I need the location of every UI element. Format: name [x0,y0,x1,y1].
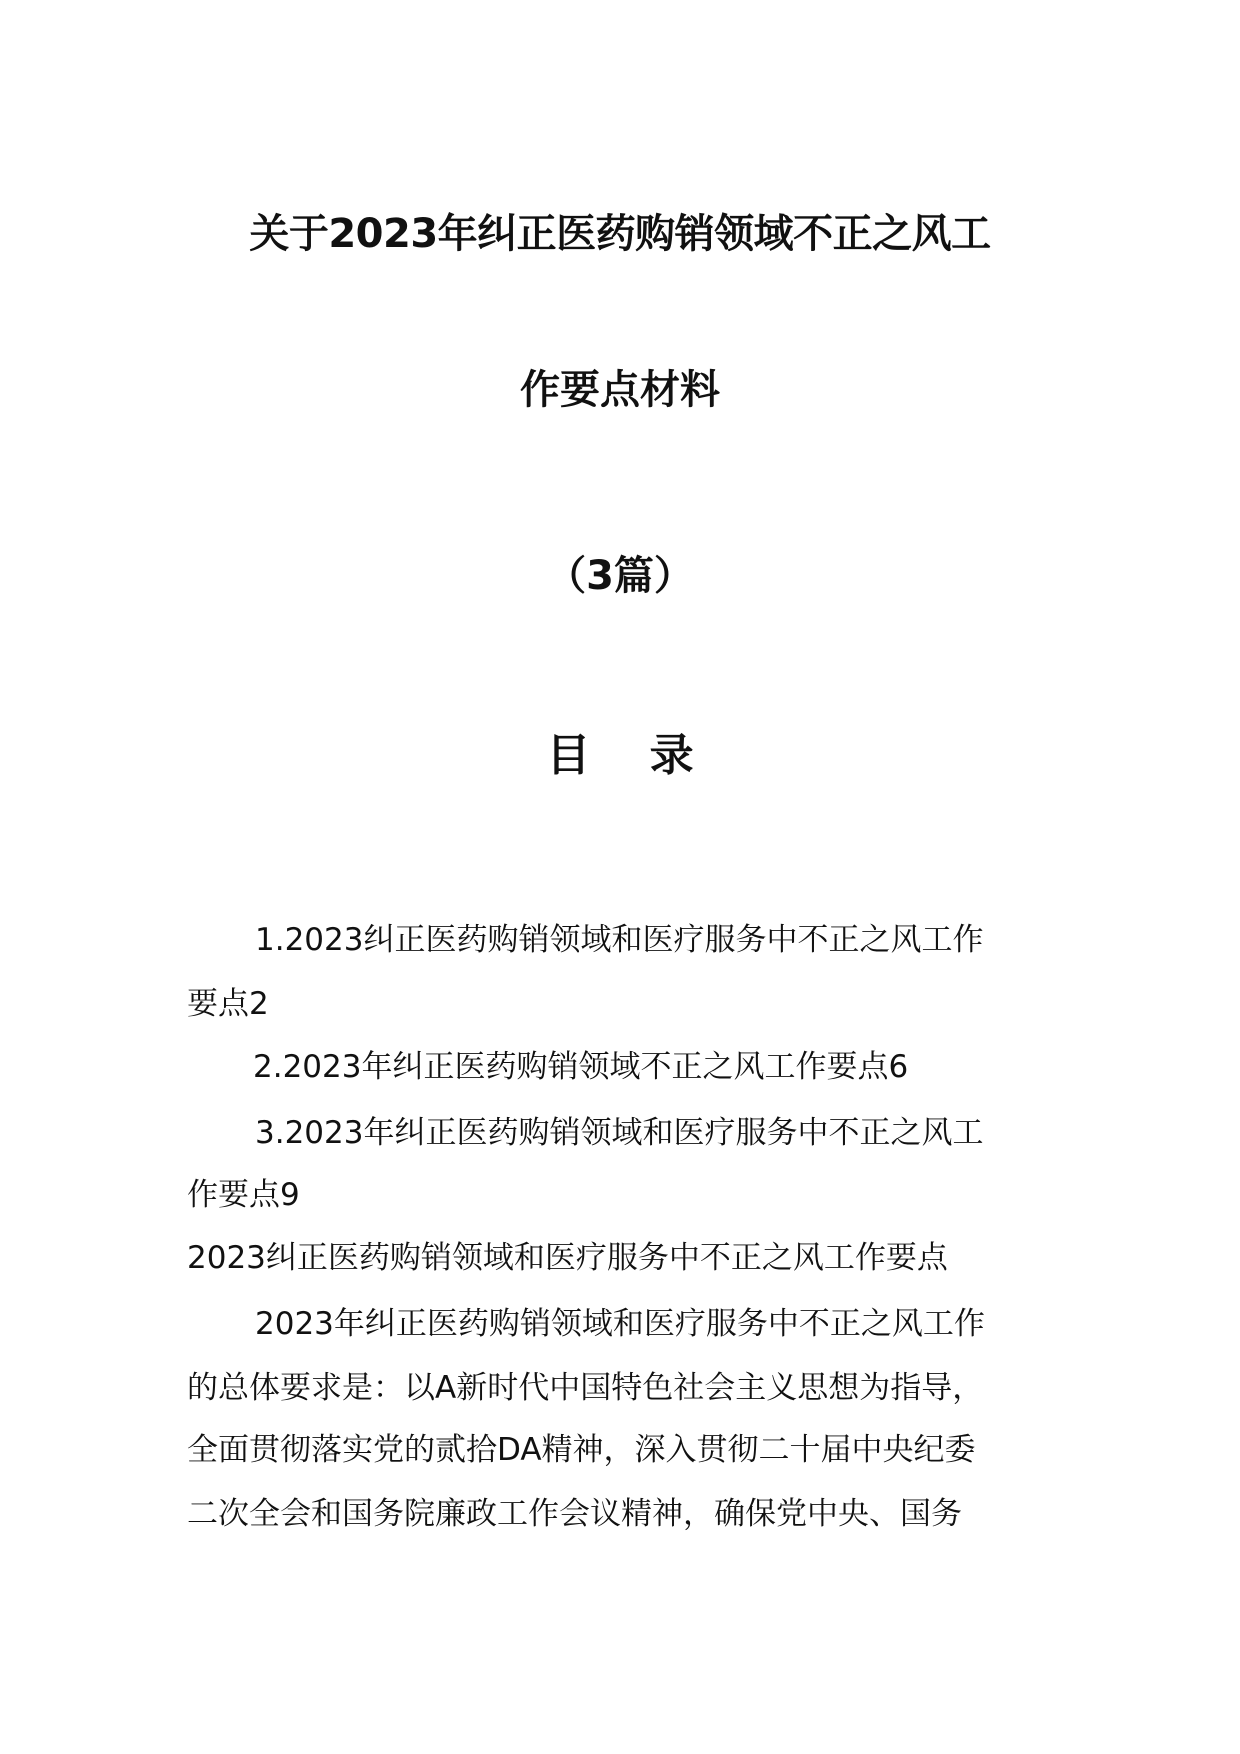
toc-item-1-line-1: 1.2023纠正医药购销领域和医疗服务中不正之风工作 [255,922,984,958]
toc-item-2: 2.2023年纠正医药购销领域不正之风工作要点6 [253,1049,909,1085]
paragraph-line-4: 二次全会和国务院廉政工作会议精神，确保党中央、国务 [187,1496,962,1532]
article-heading: 2023纠正医药购销领域和医疗服务中不正之风工作要点 [187,1240,948,1276]
paragraph-line-1: 2023年纠正医药购销领域和医疗服务中不正之风工作 [255,1306,985,1342]
paragraph-line-3: 全面贯彻落实党的贰拾DA精神，深入贯彻二十届中央纪委 [187,1432,976,1468]
toc-item-1-line-2: 要点2 [187,986,269,1022]
document-subtitle: （3篇） [546,553,694,599]
paragraph-line-2: 的总体要求是：以A新时代中国特色社会主义思想为指导， [187,1370,984,1406]
document-title-line-1: 关于2023年纠正医药购销领域不正之风工 [249,211,991,257]
document-title-line-2: 作要点材料 [520,367,720,413]
toc-heading: 目 录 [546,730,716,781]
toc-item-3-line-1: 3.2023年纠正医药购销领域和医疗服务中不正之风工 [255,1115,984,1151]
toc-item-3-line-2: 作要点9 [187,1177,300,1213]
